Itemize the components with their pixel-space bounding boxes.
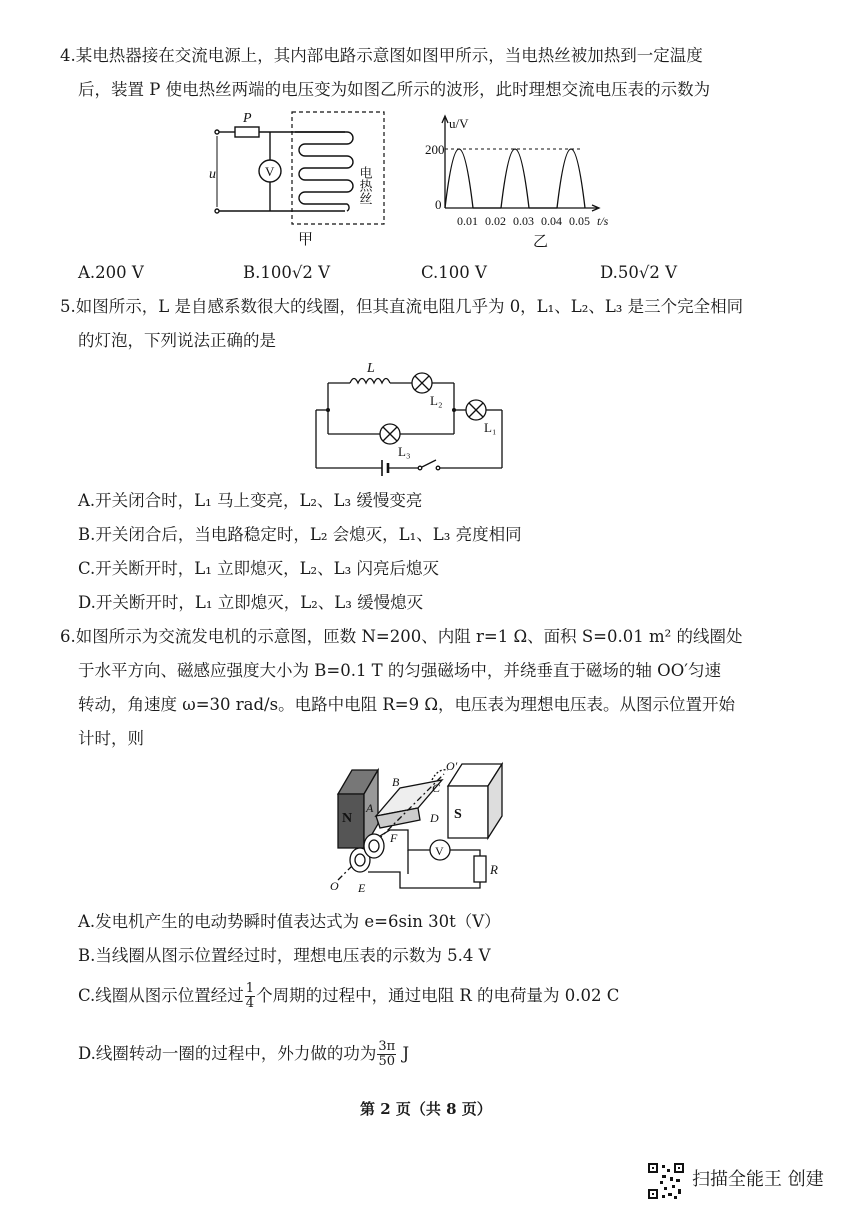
label-e: E [358, 881, 366, 894]
q5-option-c: C.开关断开时，L₁ 立即熄灭，L₂、L₃ 闪亮后熄灭 [78, 559, 439, 578]
q4-option-d: D.50√2 V [600, 263, 678, 282]
q6-option-c [78, 982, 619, 1011]
fraction-quarter [245, 982, 255, 1011]
label-n: N [342, 811, 353, 826]
label-b: B [392, 775, 400, 789]
q5-stem-line2: 的灯泡，下列说法正确的是 [78, 331, 276, 350]
q6-option-c-prefix: C.线圈从图示位置经过 [78, 986, 244, 1005]
q5-circuit-figure [312, 358, 512, 476]
label-resistor: R [490, 862, 498, 877]
x-tick-3: 0.03 [513, 214, 534, 228]
origin-label: 0 [435, 197, 442, 212]
q4-figure-jia [205, 108, 395, 248]
caption-yi: 乙 [533, 234, 549, 250]
q6-option-b: B.当线圈从图示位置经过时，理想电压表的示数为 5.4 V [78, 946, 491, 965]
x-axis-label: t/s [597, 214, 609, 228]
label-o-prime: O′ [446, 759, 458, 773]
q6-stem-line2: 于水平方向、磁感应强度大小为 B=0.1 T 的匀强磁场中，并绕垂直于磁场的轴 OO′匀速 [78, 661, 721, 680]
heater-label: 电热丝 [357, 166, 373, 205]
label-s: S [454, 807, 462, 822]
q6-generator-figure [320, 752, 520, 894]
fraction-numerator: 3π [378, 1039, 396, 1054]
page-number: 第 2 页（共 8 页） [360, 1100, 492, 1118]
label-o: O [330, 879, 339, 893]
label-coil-l: L [367, 361, 375, 376]
q6-option-c-suffix: 个周期的过程中，通过电阻 R 的电荷量为 0.02 C [256, 986, 620, 1005]
fraction-numerator: 1 [245, 981, 255, 996]
fraction-denominator: 50 [378, 1054, 396, 1069]
label-c: C [432, 781, 441, 795]
q5-option-b: B.开关闭合后，当电路稳定时，L₂ 会熄灭，L₁、L₃ 亮度相同 [78, 525, 522, 544]
fraction-denominator: 4 [245, 996, 255, 1011]
q6-option-d-suffix: J [397, 1044, 410, 1063]
x-tick-1: 0.01 [457, 214, 478, 228]
label-f: F [390, 831, 398, 845]
caption-jia: 甲 [298, 232, 314, 248]
q6-option-d [78, 1040, 409, 1069]
label-a: A [366, 801, 374, 815]
q4-figure-yi [425, 112, 615, 250]
q4-stem-line1: 4.某电热器接在交流电源上，其内部电路示意图如图甲所示，当电热丝被加热到一定温度 [60, 46, 703, 65]
q4-option-c: C.100 V [421, 263, 487, 282]
q6-option-d-prefix: D.线圈转动一圈的过程中，外力做的功为 [78, 1044, 377, 1063]
q5-option-d: D.开关断开时，L₁ 立即熄灭，L₂、L₃ 缓慢熄灭 [78, 593, 424, 612]
label-d: D [430, 811, 439, 825]
y-axis-label: u/V [449, 116, 469, 131]
q6-option-a: A.发电机产生的电动势瞬时值表达式为 e=6sin 30t（V） [78, 912, 501, 931]
q4-stem-line2: 后，装置 P 使电热丝两端的电压变为如图乙所示的波形，此时理想交流电压表的示数为 [78, 80, 711, 99]
qr-code-icon [646, 1161, 686, 1201]
q5-stem-line1: 5.如图所示，L 是自感系数很大的线圈，但其直流电阻几乎为 0，L₁、L₂、L₃ 是三个完全相同 [60, 297, 744, 316]
y-tick-200: 200 [425, 142, 445, 157]
scanner-watermark: 扫描全能王 创建 [692, 1169, 824, 1190]
q4-option-b: B.100√2 V [243, 263, 331, 282]
label-l3: L₃ [398, 444, 411, 459]
label-l1: L₁ [484, 420, 497, 435]
x-tick-5: 0.05 [569, 214, 590, 228]
label-u: u [209, 167, 216, 182]
q6-stem-line3: 转动，角速度 ω=30 rad/s。电路中电阻 R=9 Ω，电压表为理想电压表。从图示位置开始 [78, 695, 735, 714]
voltmeter-v: V [265, 164, 275, 179]
q5-option-a: A.开关闭合时，L₁ 马上变亮，L₂、L₃ 缓慢变亮 [78, 491, 423, 510]
x-tick-4: 0.04 [541, 214, 562, 228]
fraction-work [377, 1040, 396, 1069]
label-p: P [243, 111, 252, 126]
label-voltmeter: V [435, 844, 444, 858]
label-l2: L₂ [430, 393, 443, 408]
q4-option-a: A.200 V [78, 263, 144, 282]
x-tick-2: 0.02 [485, 214, 506, 228]
q6-stem-line1: 6.如图所示为交流发电机的示意图，匝数 N=200、内阻 r=1 Ω、面积 S=0.01 m² 的线圈处 [60, 627, 743, 646]
q6-stem-line4: 计时，则 [78, 729, 144, 748]
